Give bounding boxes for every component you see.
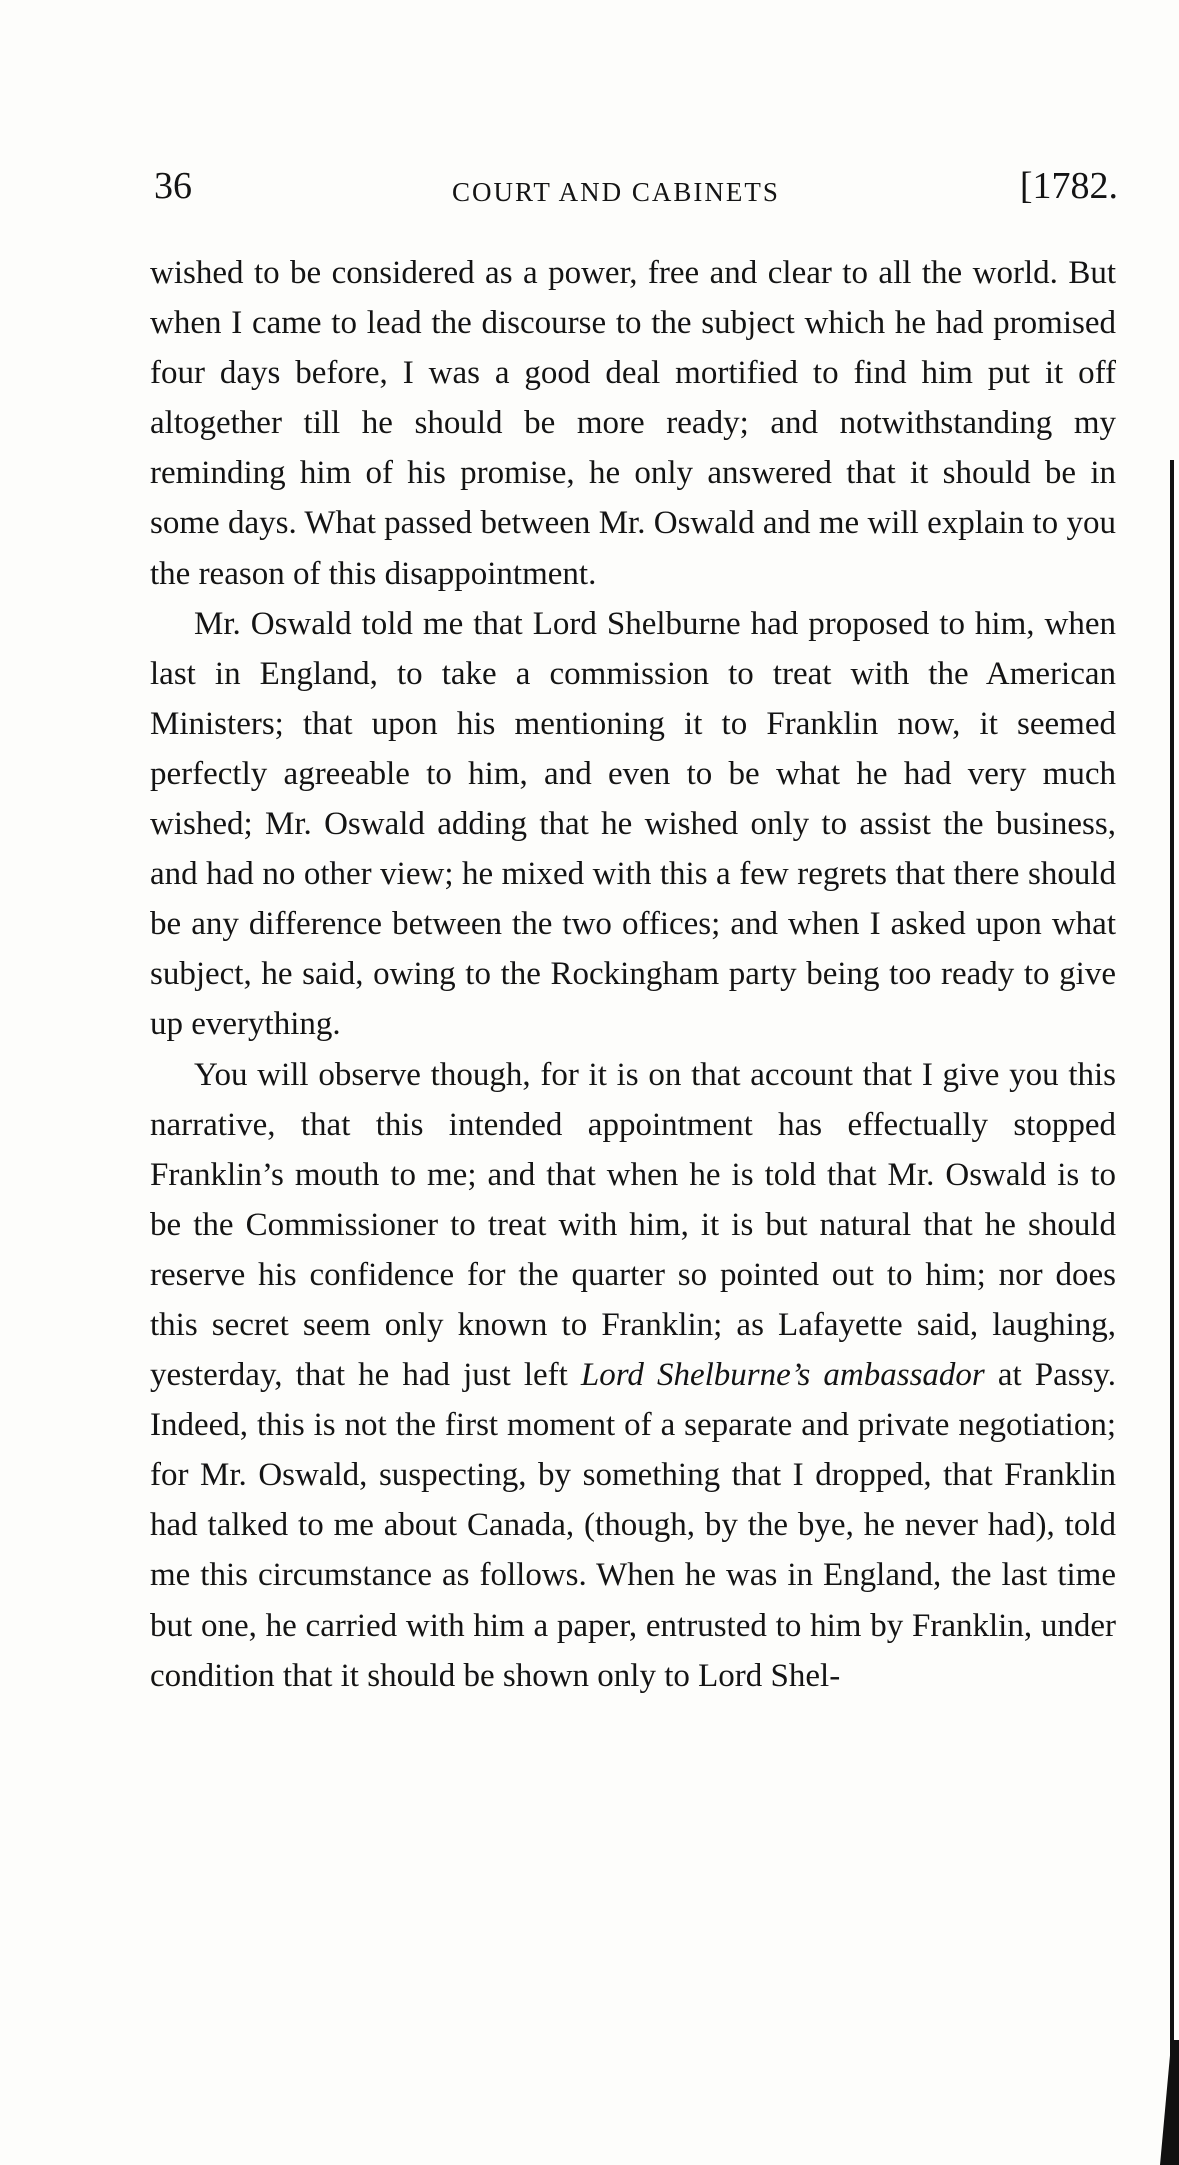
running-title: COURT AND CABINETS [452,177,780,207]
page-number: 36 [154,165,192,207]
year-marker: [1782. [1019,165,1118,207]
body-text [150,248,1116,1701]
page-edge-shadow [1170,460,1174,2160]
page-header [152,160,1118,220]
paragraph-3-text-after: at Passy. Indeed, this is not the first moment of a separate and private negotiation; for Mr. Oswald, suspecting, by something that I dropped, that Franklin had talked to me about Canada, (though, by the bye, he never had), told me this circumstance as follows. When he was in England, the last time but one, he carried with him a paper, entrusted to him by Franklin, under condition that it should be shown only to Lord Shel- [150,1357,1117,1694]
paragraph-3 [150,1050,1116,1701]
italic-phrase: Lord Shelburne’s ambassador [580,1357,985,1394]
paragraph-1: wished to be considered as a power, free and clear to all the world. But when I came to lead the discourse to the subject which he had promised four days before, I was a good deal mortified to find him put it off altogether till he should be more ready; and notwithstanding my reminding him of his promise, he only answered that it should be in some days. What passed between Mr. Oswald and me will explain to you the reason of this disappointment. [150,255,1116,592]
paragraph-2: Mr. Oswald told me that Lord Shelburne had proposed to him, when last in England, to take a commission to treat with the American Ministers; that upon his mentioning it to Franklin now, it seemed perfectly agreeable to him, and even to be what he had very much wished; Mr. Oswald adding that he wished only to assist the business, and had no other view; he mixed with this a few regrets that there should be any difference between the two offices; and when I asked upon what subject, he said, owing to the Rockingham party being too ready to give up everything. [150,605,1116,1043]
paragraph-3-text-before: You will observe though, for it is on that account that I give you this narrative, that this intended appointment has effectually stopped Franklin’s mouth to me; and that when he is told that Mr. Oswald is to be the Commissioner to treat with him, it is but natural that he should reserve his confidence for the quarter so pointed out to him; nor does this secret seem only known to Franklin; as Lafayette said, laughing, yesterday, that he had just left [150,1056,1116,1394]
